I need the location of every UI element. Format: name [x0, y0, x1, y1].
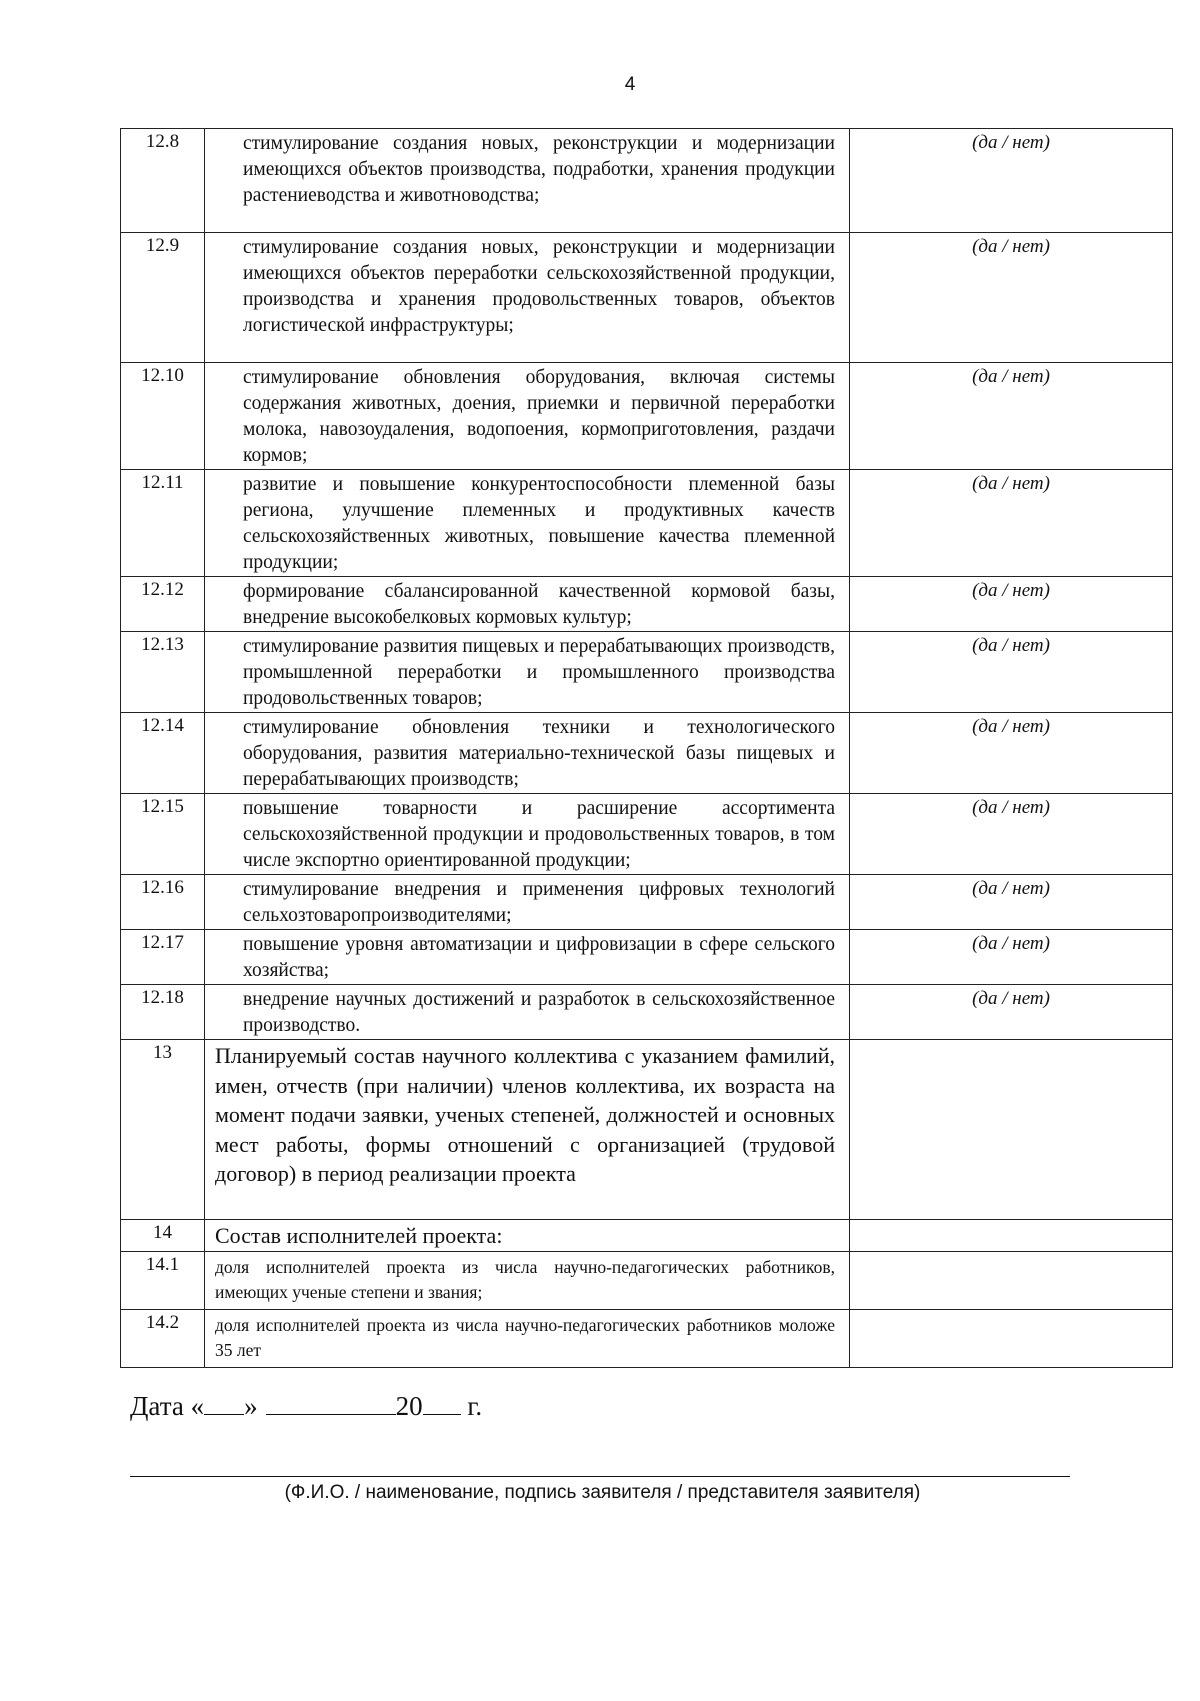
row-text: Состав исполнителей проекта: — [205, 1220, 850, 1252]
row-number: 13 — [121, 1040, 205, 1220]
date-close-quote: » — [244, 1391, 258, 1421]
year-prefix: 20 — [395, 1391, 423, 1421]
table-row — [121, 577, 1173, 632]
row-answer[interactable]: (да / нет) — [850, 470, 1173, 577]
date-line — [130, 1390, 482, 1422]
month-field[interactable] — [266, 1390, 396, 1415]
table-row — [121, 985, 1173, 1040]
row-number: 12.14 — [121, 713, 205, 794]
row-answer[interactable]: (да / нет) — [850, 632, 1173, 713]
table-row — [121, 1309, 1173, 1367]
row-answer[interactable]: (да / нет) — [850, 794, 1173, 875]
table-row — [121, 794, 1173, 875]
row-text: внедрение научных достижений и разработок в сельскохозяйственное производство. — [205, 985, 850, 1040]
year-field[interactable] — [423, 1390, 461, 1415]
table-row — [121, 233, 1173, 363]
row-text: стимулирование создания новых, реконструкции и модернизации имеющихся объектов производства, подработки, хранения продукции растениеводства и животноводства; — [205, 129, 850, 233]
row-answer[interactable]: (да / нет) — [850, 577, 1173, 632]
row-number: 12.11 — [121, 470, 205, 577]
row-answer[interactable]: (да / нет) — [850, 363, 1173, 470]
row-text: Планируемый состав научного коллектива с указанием фамилий, имен, отчеств (при наличии) членов коллектива, их возраста на момент подачи заявки, ученых степеней, должностей и основных мест работы, формы отношений с организацией (трудовой договор) в период реализации проекта — [205, 1040, 850, 1220]
row-text: доля исполнителей проекта из числа научно-педагогических работников моложе 35 лет — [205, 1309, 850, 1367]
row-number: 12.8 — [121, 129, 205, 233]
row-answer[interactable]: (да / нет) — [850, 233, 1173, 363]
table-row — [121, 930, 1173, 985]
row-answer[interactable] — [850, 1309, 1173, 1367]
row-answer[interactable]: (да / нет) — [850, 713, 1173, 794]
table-row — [121, 632, 1173, 713]
row-text: доля исполнителей проекта из числа научно-педагогических работников, имеющих ученые степени и звания; — [205, 1251, 850, 1309]
row-number: 12.16 — [121, 875, 205, 930]
row-answer[interactable] — [850, 1251, 1173, 1309]
row-answer[interactable] — [850, 1220, 1173, 1252]
row-answer[interactable]: (да / нет) — [850, 129, 1173, 233]
day-field[interactable] — [204, 1390, 244, 1415]
row-text: стимулирование обновления оборудования, включая системы содержания животных, доения, приемки и первичной переработки молока, навозоудаления, водопоения, кормоприготовления, раздачи кормов; — [205, 363, 850, 470]
row-answer[interactable]: (да / нет) — [850, 985, 1173, 1040]
row-number: 12.10 — [121, 363, 205, 470]
table-row — [121, 1251, 1173, 1309]
row-number: 12.12 — [121, 577, 205, 632]
row-answer[interactable] — [850, 1040, 1173, 1220]
year-suffix: г. — [467, 1391, 483, 1421]
row-number: 14.1 — [121, 1251, 205, 1309]
row-number: 12.13 — [121, 632, 205, 713]
table-row — [121, 875, 1173, 930]
row-number: 12.9 — [121, 233, 205, 363]
row-answer[interactable]: (да / нет) — [850, 875, 1173, 930]
date-open-quote: « — [190, 1391, 205, 1421]
row-number: 12.17 — [121, 930, 205, 985]
row-number: 14.2 — [121, 1309, 205, 1367]
row-text: стимулирование развития пищевых и перерабатывающих производств, промышленной переработки и промышленного производства продовольственных товаров; — [205, 632, 850, 713]
row-text: повышение уровня автоматизации и цифровизации в сфере сельского хозяйства; — [205, 930, 850, 985]
table-row — [121, 470, 1173, 577]
row-text: формирование сбалансированной качественной кормовой базы, внедрение высокобелковых кормовых культур; — [205, 577, 850, 632]
table-row — [121, 129, 1173, 233]
row-text: стимулирование обновления техники и технологического оборудования, развития материально-технической базы пищевых и перерабатывающих производств; — [205, 713, 850, 794]
page-number: 4 — [624, 74, 636, 95]
table-row — [121, 713, 1173, 794]
row-number: 14 — [121, 1220, 205, 1252]
row-answer[interactable]: (да / нет) — [850, 930, 1173, 985]
table-row — [121, 1220, 1173, 1252]
row-text: стимулирование внедрения и применения цифровых технологий сельхозтоваропроизводителями; — [205, 875, 850, 930]
signature-line[interactable] — [130, 1476, 1070, 1477]
row-text: стимулирование создания новых, реконструкции и модернизации имеющихся объектов переработки сельскохозяйственной продукции, производства и хранения продовольственных товаров, объектов логистической инфраструктуры; — [205, 233, 850, 363]
row-text: повышение товарности и расширение ассортимента сельскохозяйственной продукции и продовольственных товаров, в том числе экспортно ориентированной продукции; — [205, 794, 850, 875]
application-form-table — [120, 128, 1173, 1368]
row-number: 12.18 — [121, 985, 205, 1040]
signature-caption: (Ф.И.О. / наименование, подпись заявителя / представителя заявителя) — [284, 1482, 921, 1503]
table-row — [121, 363, 1173, 470]
row-text: развитие и повышение конкурентоспособности племенной базы региона, улучшение племенных и продуктивных качеств сельскохозяйственных животных, повышение качества племенной продукции; — [205, 470, 850, 577]
date-label: Дата — [130, 1391, 184, 1421]
row-number: 12.15 — [121, 794, 205, 875]
table-row — [121, 1040, 1173, 1220]
